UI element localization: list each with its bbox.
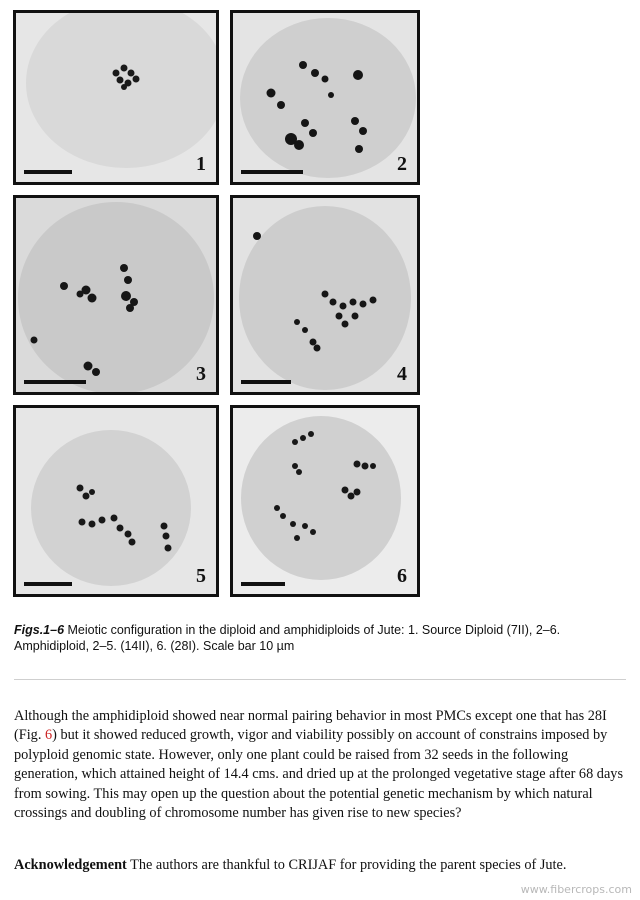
acknowledgement-text: The authors are thankful to CRIJAF for providing the parent species of Jute.: [126, 857, 567, 873]
scale-bar: [24, 582, 72, 586]
micrograph-panel-4: [230, 195, 420, 395]
micrograph-image: [16, 198, 216, 392]
acknowledgement-heading: Acknowledgement: [14, 857, 127, 873]
panel-number: 5: [196, 565, 206, 587]
scale-bar: [24, 170, 72, 174]
micrograph-image: [16, 408, 216, 594]
panel-number: 3: [196, 363, 206, 385]
figure-reference-link[interactable]: 6: [44, 727, 53, 744]
acknowledgement-section: [14, 856, 632, 875]
micrograph-image: [233, 13, 417, 182]
figure-caption: [14, 622, 626, 654]
micrograph-panel-2: [230, 10, 420, 185]
caption-label: Figs.1–6: [14, 623, 65, 637]
caption-text: Meiotic configuration in the diploid and amphidiploids of Jute: 1. Source Diploid (7II), 2–6. Amphidiploid, 2–5. (14II), 6. (28I). Scale bar 10 µm: [14, 623, 561, 653]
divider: [14, 679, 626, 680]
panel-number: 2: [397, 153, 407, 175]
scale-bar: [241, 170, 303, 174]
panel-number: 6: [397, 565, 407, 587]
body-paragraph: [14, 707, 632, 823]
micrograph-panel-1: [13, 10, 219, 185]
paragraph-text-start: Although the amphidiploid showed near normal pairing behavior in most PMCs except one that has 28I (Fig.: [14, 708, 607, 744]
scale-bar: [241, 380, 291, 384]
micrograph-image: [233, 198, 417, 392]
micrograph-image: [233, 408, 417, 594]
paragraph-text-end: ) but it showed reduced growth, vigor and viability possibly on account of constrains imposed by polyploid genomic state. However, only one plant could be raised from 32 seeds in the following generation, which attained height of 14.4 cms. and dried up at the prolonged vegetative stage after 68 days from sowing. This may open up the question about the potential genetic mechanism by which natural crossings and doubling of chromosome number has given rise to new species?: [14, 727, 624, 822]
micrograph-image: [16, 13, 216, 182]
panel-number: 1: [196, 153, 206, 175]
scale-bar: [24, 380, 86, 384]
micrograph-panel-5: [13, 405, 219, 597]
watermark: www.fibercrops.com: [520, 883, 632, 896]
micrograph-panel-6: [230, 405, 420, 597]
micrograph-panel-3: [13, 195, 219, 395]
panel-number: 4: [397, 363, 407, 385]
scale-bar: [241, 582, 285, 586]
